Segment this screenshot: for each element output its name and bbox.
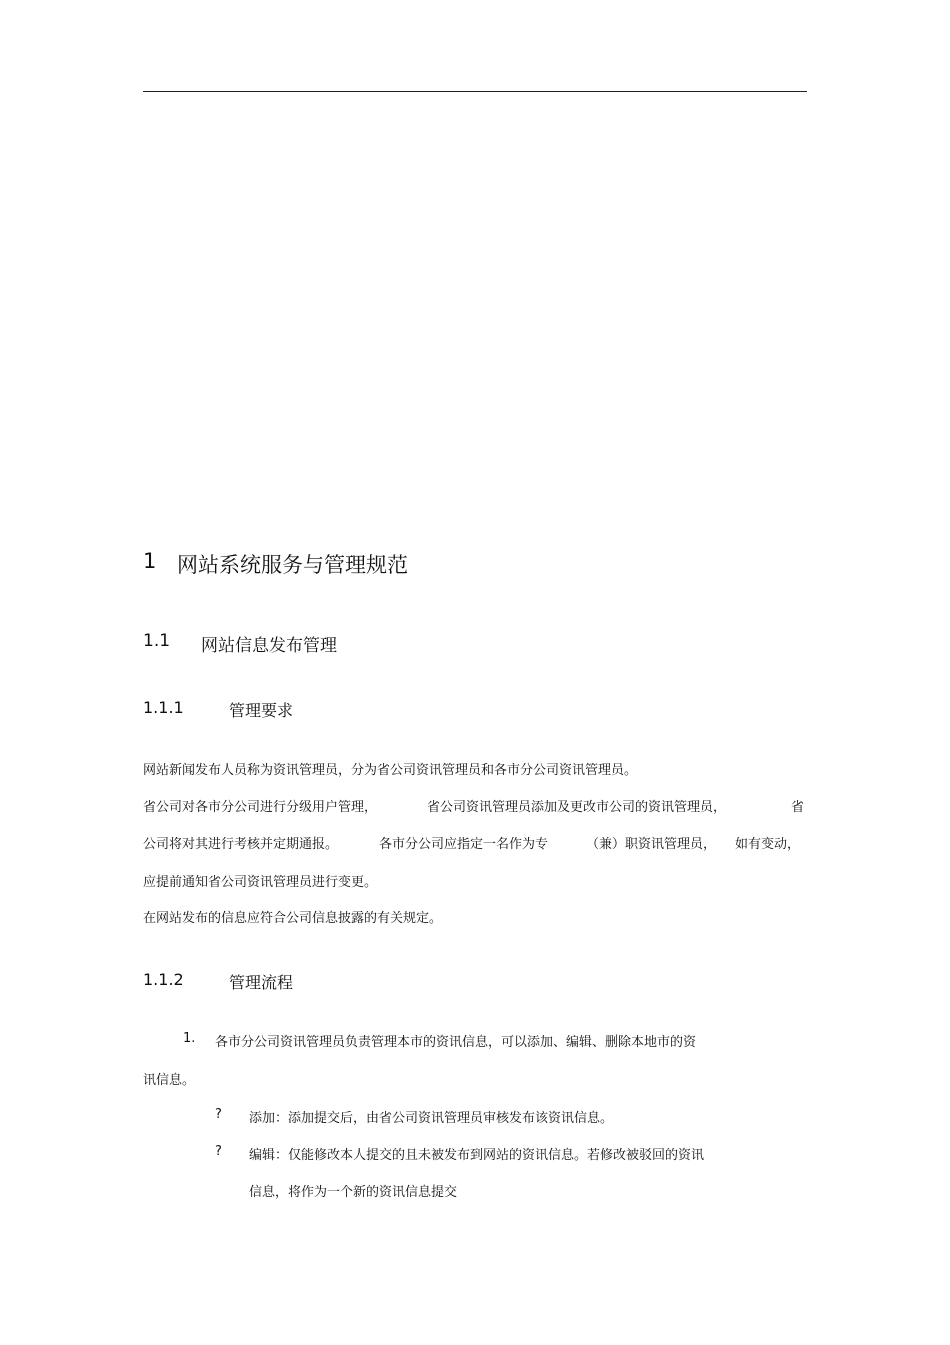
- requirements-line: 如有变动，: [735, 837, 801, 852]
- header-rule: [143, 91, 807, 92]
- requirements-line: 各市分公司应指定一名作为专: [379, 837, 549, 852]
- list-item-text: 讯信息。: [143, 1073, 196, 1088]
- heading-2-number: 1.1: [143, 631, 171, 651]
- section-requirements-title: 管理要求: [229, 701, 294, 720]
- requirements-line: （兼）职资讯管理员，: [586, 837, 717, 852]
- requirements-line: 省公司资讯管理员添加及更改市公司的资讯管理员，: [427, 800, 727, 815]
- section-requirements-number: 1.1.1: [143, 698, 184, 717]
- requirements-line: 应提前通知省公司资讯管理员进行变更。: [143, 875, 378, 890]
- heading-1-number: 1: [143, 549, 157, 573]
- bullet-text-continuation: 信息，将作为一个新的资讯信息提交: [249, 1185, 458, 1200]
- section-process-title: 管理流程: [229, 973, 294, 992]
- requirements-line: 省公司对各市分公司进行分级用户管理，: [143, 800, 378, 815]
- bullet-text: 编辑：仅能修改本人提交的且未被发布到网站的资讯信息。若修改被驳回的资讯: [249, 1148, 705, 1163]
- bullet-text: 添加：添加提交后，由省公司资讯管理员审核发布该资讯信息。: [249, 1111, 614, 1126]
- heading-1-title: 网站系统服务与管理规范: [177, 553, 408, 577]
- list-item-text: 各市分公司资讯管理员负责管理本市的资讯信息，可以添加、编辑、删除本地市的资: [215, 1035, 697, 1050]
- heading-2-title: 网站信息发布管理: [201, 636, 337, 656]
- requirements-line: 网站新闻发布人员称为资讯管理员，分为省公司资讯管理员和各市分公司资讯管理员。: [143, 763, 638, 778]
- requirements-line: 省: [791, 800, 805, 815]
- requirements-line: 公司将对其进行考核并定期通报。: [143, 837, 339, 852]
- section-process-number: 1.1.2: [143, 970, 184, 989]
- bullet-marker: ?: [215, 1107, 222, 1122]
- bullet-marker: ?: [215, 1144, 222, 1159]
- requirements-line: 在网站发布的信息应符合公司信息披露的有关规定。: [143, 911, 443, 926]
- list-item-marker: 1.: [183, 1031, 196, 1046]
